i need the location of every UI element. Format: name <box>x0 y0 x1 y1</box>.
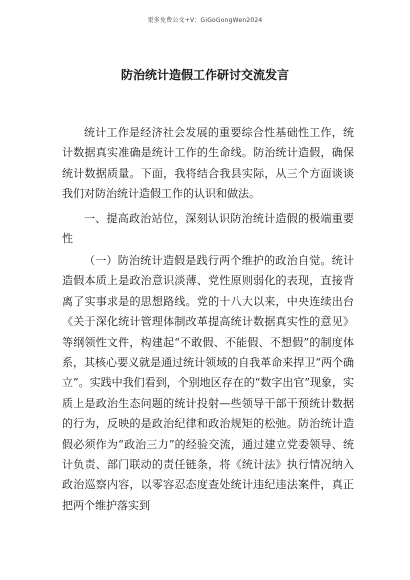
section-paragraph: （一）防治统计造假是践行两个维护的政治自觉。统计造假本质上是政治意识淡薄、党性原则弱化的表现，直接背离了实事求是的思想路线。党的十八大以来，中央连续出台《关于深化统计管理体制改革提高统计数据真实性的意见》等纲领性文件，构建起“不敢假、不能假、不想假”的制度体系，其核心要义就是通过统计领域的自我革命来捍卫“两个确立”。实践中我们看到，个别地区存在的“数字出官”现象，实质上是政治生态问题的统计投射—些领导干部干预统计数据的行为，反映的是政治纪律和政治规矩的松弛。防治统计造假必须作为“政治三力”的经验交流，通过建立党委领导、统计负责、部门联动的责任链条，将《统计法》执行情况纳入政治巡察内容，以零容忍态度查处统计违纪违法案件，真正把两个维护落实到 <box>62 254 354 512</box>
intro-paragraph: 统计工作是经济社会发展的重要综合性基础性工作，统计数据真实准确是统计工作的生命线。防治统计造假，确保统计数据质量。下面，我将结合我县实际，从三个方面谈谈我们对防治统计造假工作的认识和做法。 <box>62 126 354 201</box>
section-heading: 一、提高政治站位，深刻认识防治统计造假的极端重要性 <box>62 212 354 246</box>
document-title: 防治统计造假工作研讨交流发言 <box>120 68 289 82</box>
header-note: 更多免费公文+V：GiGoGongWen2024 <box>147 17 263 24</box>
